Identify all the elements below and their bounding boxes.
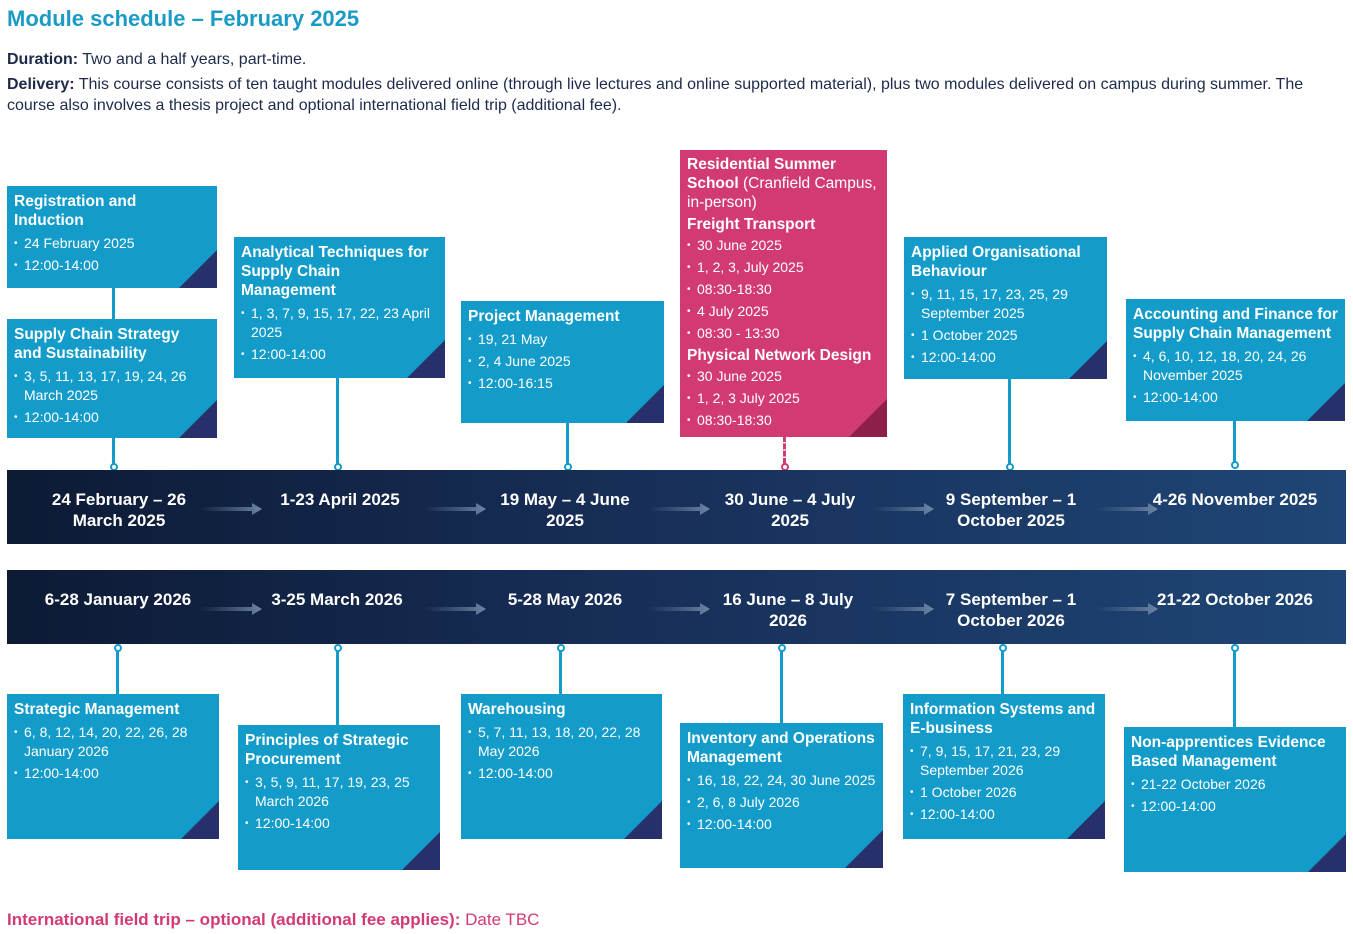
module-title: Information Systems and E-business (910, 701, 1096, 737)
timeline-date: 3-25 March 2026 (271, 590, 403, 609)
duration-line (7, 49, 1337, 70)
module-detail: • 2, 4 June 2025 (468, 352, 657, 371)
module-title: Residential Summer School (687, 156, 837, 192)
connector-evidence (1233, 650, 1236, 727)
timeline-date: 1-23 April 2025 (280, 490, 400, 509)
module-detail: • 12:00-14:00 (687, 815, 876, 834)
module-detail: • 30 June 2025 (687, 367, 880, 386)
module-card-information-systems (903, 694, 1105, 839)
card-corner (1308, 834, 1346, 872)
timeline-date: 7 September – 1 October 2026 (945, 590, 1077, 630)
timeline-date: 4-26 November 2025 (1152, 490, 1318, 509)
connector-scs (112, 437, 115, 464)
card-corner (1307, 383, 1345, 421)
freight-transport-title: Freight Transport (687, 216, 816, 233)
arrow-right-icon (1096, 603, 1158, 615)
module-card-strategic-procurement (238, 725, 440, 870)
arrow-right-icon (872, 603, 934, 615)
arrow-right-icon (424, 603, 486, 615)
timeline-dot (999, 644, 1007, 652)
timeline-date: 5-28 May 2026 (507, 590, 623, 609)
module-title: Applied Organisational Behaviour (911, 244, 1081, 280)
module-detail: • 08:30 - 13:30 (687, 324, 880, 343)
arrow-right-icon (872, 503, 934, 515)
connector-project (566, 422, 569, 464)
timeline-dot (557, 644, 565, 652)
card-corner (1067, 801, 1105, 839)
arrow-right-icon (424, 503, 486, 515)
connector-infosys (1001, 650, 1004, 694)
timeline-date: 21-22 October 2026 (1157, 590, 1313, 609)
module-detail: • 21-22 October 2026 (1131, 775, 1339, 794)
module-detail: • 7, 9, 15, 17, 21, 23, 29 September 2026 (910, 742, 1098, 780)
delivery-line (7, 74, 1337, 116)
module-card-project-management (461, 301, 664, 423)
card-corner (1069, 341, 1107, 379)
module-detail: • 1 October 2026 (910, 783, 1098, 802)
module-title: Analytical Techniques for Supply Chain Management (241, 244, 429, 299)
module-card-residential-summer-school (680, 150, 887, 437)
module-title: Registration and Induction (14, 193, 137, 229)
module-title: Non-apprentices Evidence Based Management (1131, 734, 1326, 770)
card-corner (402, 832, 440, 870)
field-trip-note (7, 910, 539, 930)
module-detail: • 24 February 2025 (14, 234, 210, 253)
module-card-strategic-management (7, 694, 219, 839)
module-detail: • 19, 21 May (468, 330, 657, 349)
module-title: Supply Chain Strategy and Sustainability (14, 326, 180, 362)
card-corner (624, 801, 662, 839)
module-detail: • 12:00-14:00 (245, 814, 433, 833)
duration-text: Two and a half years, part-time. (82, 51, 307, 68)
module-detail: • 6, 8, 12, 14, 20, 22, 26, 28 January 2026 (14, 723, 212, 761)
physical-network-title: Physical Network Design (687, 347, 872, 364)
module-detail: • 12:00-16:15 (468, 374, 657, 393)
module-card-analytical-techniques (234, 237, 445, 378)
card-corner (179, 400, 217, 438)
module-detail: • 3, 5, 9, 11, 17, 19, 23, 25 March 2026 (245, 773, 433, 811)
card-corner (181, 801, 219, 839)
timeline-dot (334, 644, 342, 652)
module-detail: • 12:00-14:00 (468, 764, 655, 783)
connector-procurement (336, 650, 339, 725)
module-title: Inventory and Operations Management (687, 730, 875, 766)
module-card-inventory-operations (680, 723, 883, 868)
arrow-right-icon (1096, 503, 1158, 515)
module-detail: • 30 June 2025 (687, 236, 880, 255)
module-detail: • 5, 7, 11, 13, 18, 20, 22, 28 May 2026 (468, 723, 655, 761)
module-detail: • 3, 5, 11, 13, 17, 19, 24, 26 March 2025 (14, 367, 210, 405)
card-corner (407, 340, 445, 378)
arrow-right-icon (200, 503, 262, 515)
module-detail: • 9, 11, 15, 17, 23, 25, 29 September 2025 (911, 285, 1100, 323)
module-detail: • 12:00-14:00 (14, 408, 210, 427)
connector-warehousing (559, 650, 562, 694)
module-detail: • 12:00-14:00 (910, 805, 1098, 824)
card-corner (849, 399, 887, 437)
duration-label: Duration: (7, 51, 79, 68)
module-detail: • 1, 3, 7, 9, 15, 17, 22, 23 April 2025 (241, 304, 438, 342)
connector-accounting (1233, 420, 1236, 464)
timeline-date: 30 June – 4 July 2025 (724, 490, 856, 530)
module-card-applied-organisational-behaviour (904, 237, 1107, 379)
timeline-date: 24 February – 26 March 2025 (51, 490, 187, 530)
delivery-text: This course consists of ten taught modules delivered online (through live lectures and online supported material), plus two modules delivered on campus during summer. The course also involves a thesis project and optional international field trip (additional fee). (7, 76, 1304, 114)
module-detail: • 16, 18, 22, 24, 30 June 2025 (687, 771, 876, 790)
card-corner (626, 385, 664, 423)
arrow-right-icon (648, 603, 710, 615)
page-title: Module schedule – February 2025 (7, 6, 360, 31)
card-corner (179, 250, 217, 288)
module-title: Principles of Strategic Procurement (245, 732, 409, 768)
module-subtitle: (Cranfield Campus, in-person) (687, 175, 877, 211)
module-detail: • 12:00-14:00 (241, 345, 438, 364)
delivery-label: Delivery: (7, 76, 75, 93)
connector-registration-scs (112, 287, 115, 319)
field-trip-date: Date TBC (465, 910, 540, 929)
connector-strategic (116, 650, 119, 694)
timeline-date: 19 May – 4 June 2025 (500, 490, 630, 530)
connector-inventory (780, 650, 783, 723)
timeline-date: 9 September – 1 October 2025 (945, 490, 1077, 530)
card-corner (845, 830, 883, 868)
module-title: Project Management (468, 308, 620, 325)
module-detail: • 12:00-14:00 (14, 764, 212, 783)
module-card-accounting-finance (1126, 299, 1345, 421)
module-detail: • 1, 2, 3, July 2025 (687, 258, 880, 277)
module-detail: • 12:00-14:00 (14, 256, 210, 275)
timeline-dot (114, 644, 122, 652)
field-trip-label: International field trip – optional (additional fee applies): (7, 910, 461, 929)
timeline-date: 6-28 January 2026 (44, 590, 192, 609)
module-title: Strategic Management (14, 701, 180, 718)
module-detail: • 08:30-18:30 (687, 280, 880, 299)
module-title: Accounting and Finance for Supply Chain Management (1133, 306, 1338, 342)
module-detail: • 4 July 2025 (687, 302, 880, 321)
module-detail: • 08:30-18:30 (687, 411, 880, 430)
connector-residential (783, 436, 786, 464)
module-detail: • 1, 2, 3 July 2025 (687, 389, 880, 408)
module-detail: • 1 October 2025 (911, 326, 1100, 345)
timeline-dot (778, 644, 786, 652)
module-detail: • 12:00-14:00 (1131, 797, 1339, 816)
timeline-dot (1231, 461, 1239, 469)
module-card-supply-chain-strategy (7, 319, 217, 438)
module-card-evidence-based-management (1124, 727, 1346, 872)
arrow-right-icon (648, 503, 710, 515)
module-card-registration (7, 186, 217, 288)
connector-aob (1008, 378, 1011, 464)
timeline-dot (1231, 644, 1239, 652)
module-detail: • 12:00-14:00 (1133, 388, 1338, 407)
module-detail: • 4, 6, 10, 12, 18, 20, 24, 26 November 2025 (1133, 347, 1338, 385)
module-card-warehousing (461, 694, 662, 839)
module-detail: • 12:00-14:00 (911, 348, 1100, 367)
module-title: Warehousing (468, 701, 566, 718)
connector-analytical (336, 377, 339, 464)
timeline-date: 16 June – 8 July 2026 (722, 590, 854, 630)
arrow-right-icon (200, 603, 262, 615)
module-detail: • 2, 6, 8 July 2026 (687, 793, 876, 812)
